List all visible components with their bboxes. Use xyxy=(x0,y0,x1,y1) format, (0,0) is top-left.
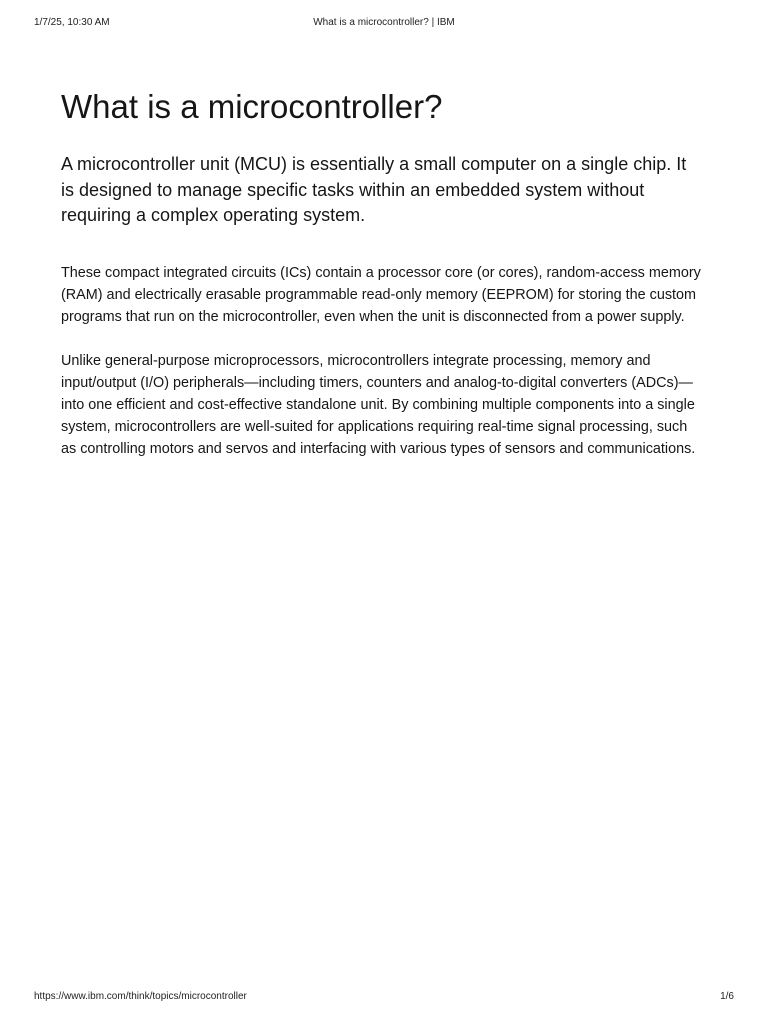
print-header xyxy=(34,17,734,31)
print-date: 1/7/25, 10:30 AM xyxy=(34,17,110,28)
print-footer xyxy=(34,991,734,1005)
page-number: 1/6 xyxy=(720,991,734,1002)
article-content xyxy=(61,86,701,482)
body-paragraph-2: Unlike general-purpose microprocessors, microcontrollers integrate processing, memory and input/output (I/O) peripherals—including timers, counters and analog-to-digital converters (ADCs)—into one efficient and cost-effective standalone unit. By combining multiple components into a single system, microcontrollers are well-suited for applications requiring real-time signal processing, such as controlling motors and servos and interfacing with various types of sensors and communications. xyxy=(61,352,696,457)
print-document-title: What is a microcontroller? | IBM xyxy=(313,17,455,28)
page-url: https://www.ibm.com/think/topics/microcontroller xyxy=(34,991,247,1002)
page-title: What is a microcontroller? xyxy=(61,88,443,125)
lead-paragraph: A microcontroller unit (MCU) is essentially a small computer on a single chip. It is designed to manage specific tasks within an embedded system without requiring a complex operating system. xyxy=(61,154,687,225)
body-paragraph-1: These compact integrated circuits (ICs) contain a processor core (or cores), random-access memory (RAM) and electrically erasable programmable read-only memory (EEPROM) for storing the custom programs that run on the microcontroller, even when the unit is disconnected from a power supply. xyxy=(61,264,701,325)
